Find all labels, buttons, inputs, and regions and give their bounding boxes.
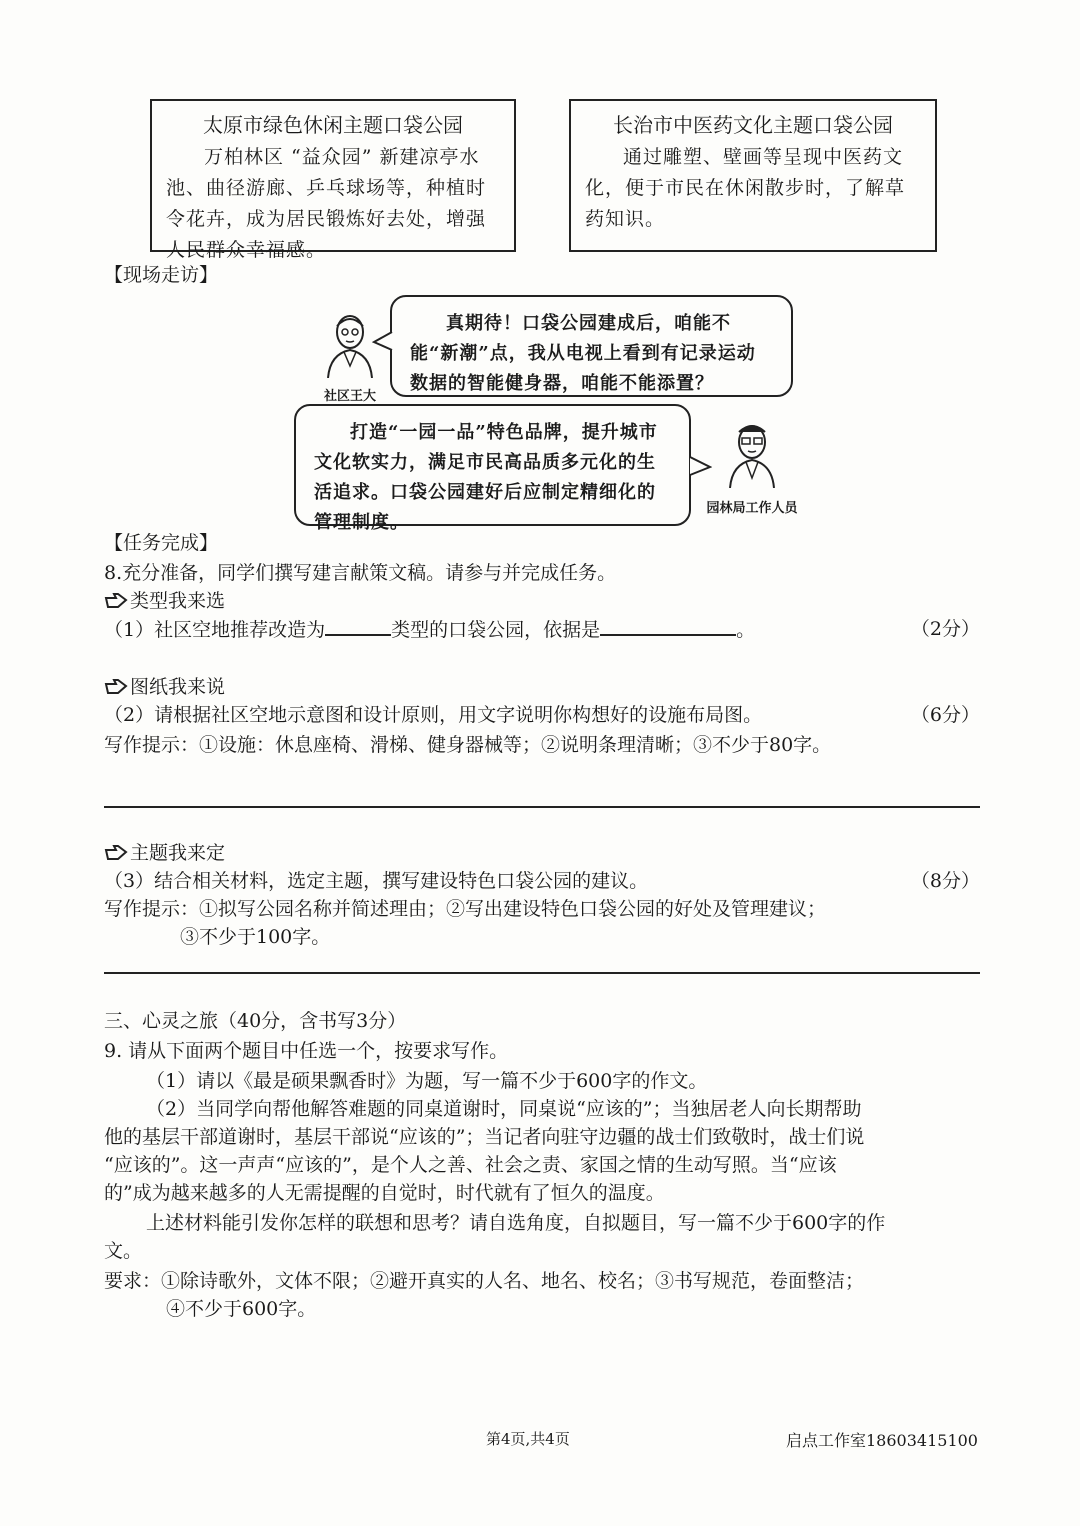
option-2-line-4: 的”成为越来越多的人无需提醒的自觉时，时代就有了恒久的温度。 xyxy=(104,1182,665,1204)
answer-blank-type[interactable] xyxy=(325,614,391,636)
answer-blank-reason[interactable] xyxy=(600,614,736,636)
question-8: 8.充分准备，同学们撰写建言献策文稿。请参与并完成任务。 xyxy=(104,562,617,584)
sub3-score: （8分） xyxy=(910,870,980,892)
card-body: 通过雕塑、壁画等呈现中医药文化，便于市民在休闲散步时，了解草药知识。 xyxy=(585,146,906,230)
section3-heading: 三、心灵之旅（40分，含书写3分） xyxy=(104,1010,407,1032)
sub3-text: （3）结合相关材料，选定主题，撰写建设特色口袋公园的建议。 xyxy=(104,870,649,892)
card-title: 太原市绿色休闲主题口袋公园 xyxy=(203,113,463,137)
answer-line-2[interactable] xyxy=(104,806,980,808)
sub2-score: （6分） xyxy=(910,704,980,726)
sub1-label-row xyxy=(104,586,225,616)
staff-speech-text: 打造“一园一品”特色品牌，提升城市文化软实力，满足市民高品质多元化的生活追求。口袋公园建好后应制定精细化的管理制度。 xyxy=(314,422,658,533)
staff-caption: 园林局工作人员 xyxy=(706,501,798,516)
sub2-text: （2）请根据社区空地示意图和设计原则，用文字说明你构想好的设施布局图。 xyxy=(104,704,763,726)
staff-speech-bubble xyxy=(294,404,691,533)
sub3-label: 主题我来定 xyxy=(130,842,226,864)
requirements-line-1: 要求：①除诗歌外，文体不限；②避开真实的人名、地名、校名；③书写规范，卷面整洁； xyxy=(104,1270,865,1292)
prompt-line-2: 文。 xyxy=(104,1240,143,1262)
sub3-label-row xyxy=(104,838,225,868)
card-title: 长治市中医药文化主题口袋公园 xyxy=(613,113,893,137)
elder-speech-text: 真期待！口袋公园建成后，咱能不能“新潮”点，我从电视上看到有记录运动数据的智能健身器，咱能不能添置？ xyxy=(410,313,756,394)
staff-portrait-icon xyxy=(704,418,800,488)
prompt-line-1: 上述材料能引发你怎样的联想和思考？请自选角度，自拟题目，写一篇不少于600字的作 xyxy=(146,1212,886,1234)
sub2-question xyxy=(104,700,980,730)
sub1-question xyxy=(104,614,980,645)
sub1-text-a: （1）社区空地推荐改造为 xyxy=(104,619,326,641)
sub1-label: 类型我来选 xyxy=(130,590,226,612)
card-body: 万柏林区 “益众园” 新建凉亭水池、曲径游廊、乒乓球场等，种植时令花卉，成为居民锻炼好去处，增强人民群众幸福感。 xyxy=(166,146,487,261)
requirements-line-2: ④不少于600字。 xyxy=(166,1298,317,1320)
option-2-line-3: “应该的”。这一声声“应该的”，是个人之善、社会之责、家国之情的生动写照。当“应该 xyxy=(104,1154,837,1176)
elder-speech-bubble xyxy=(390,295,793,397)
question-9: 9. 请从下面两个题目中任选一个，按要求写作。 xyxy=(104,1040,509,1062)
task-heading: 【任务完成】 xyxy=(104,532,219,554)
sub1-text-b: 类型的口袋公园，依据是 xyxy=(391,619,601,641)
sub3-hint-2: ③不少于100字。 xyxy=(180,926,331,948)
sub3-hint-1: 写作提示：①拟写公园名称并简述理由；②写出建设特色口袋公园的好处及管理建议； xyxy=(104,898,827,920)
elder-caption: 社区王大 xyxy=(323,389,376,404)
option-2-line-2: 他的基层干部道谢时，基层干部说“应该的”；当记者向驻守边疆的战士们致敬时，战士们说 xyxy=(104,1126,865,1148)
option-1: （1）请以《最是硕果飘香时》为题，写一篇不少于600字的作文。 xyxy=(146,1070,708,1092)
sub3-question xyxy=(104,866,980,896)
pointing-hand-icon xyxy=(104,676,128,696)
sub2-hint: 写作提示：①设施：休息座椅、滑梯、健身器械等；②说明条理清晰；③不少于80字。 xyxy=(104,734,832,756)
option-2-line-1: （2）当同学向帮他解答难题的同桌道谢时，同桌说“应该的”；当独居老人向长期帮助 xyxy=(146,1098,862,1120)
card-taiyuan xyxy=(150,99,516,261)
bubble-tail-icon xyxy=(372,330,394,354)
visit-heading: 【现场走访】 xyxy=(104,264,219,286)
pointing-hand-icon xyxy=(104,842,128,862)
studio-contact: 启点工作室18603415100 xyxy=(786,1431,978,1450)
sub2-label-row xyxy=(104,672,225,702)
sub2-label: 图纸我来说 xyxy=(130,676,226,698)
answer-line-3[interactable] xyxy=(104,972,980,974)
sub1-score: （2分） xyxy=(910,618,980,640)
sub1-text-c: 。 xyxy=(736,619,756,641)
pointing-hand-icon xyxy=(104,590,128,610)
staff-figure xyxy=(704,418,800,514)
page-number: 第4页,共4页 xyxy=(486,1430,570,1448)
card-changzhi xyxy=(569,99,937,252)
